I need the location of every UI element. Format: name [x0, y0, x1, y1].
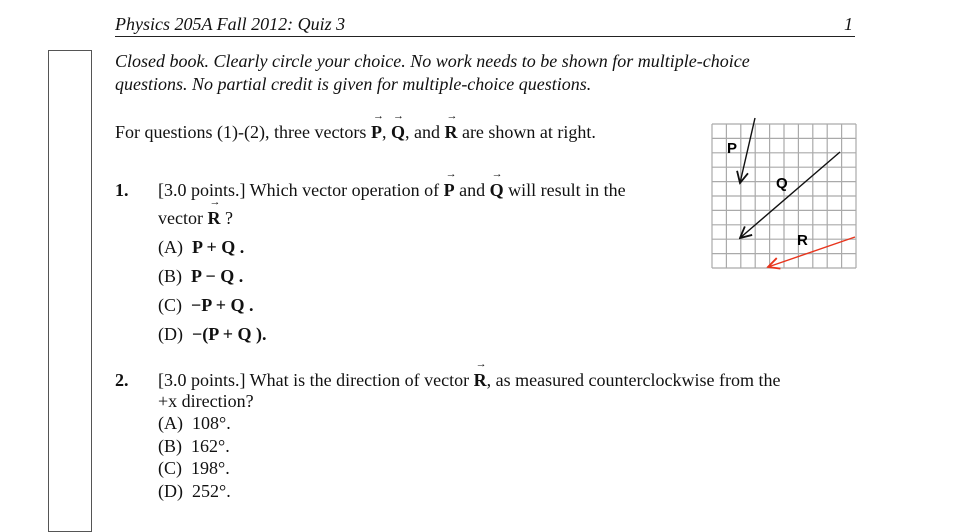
header-title: Physics 205A Fall 2012: Quiz 3: [115, 14, 346, 34]
q2-text-2: +x direction?: [158, 391, 254, 411]
q1-choice-b[interactable]: (B) P − Q .: [158, 266, 244, 286]
q2-choice-d[interactable]: (D) 252°.: [158, 481, 231, 501]
q2-choice-a[interactable]: (A) 108°.: [158, 413, 231, 433]
vector-diagram: [700, 112, 865, 277]
label-r: R: [797, 232, 808, 249]
page-header: [115, 14, 855, 37]
intro-text: For questions (1)-(2), three vectors → P, → Q, and → R are shown at right.: [115, 122, 596, 143]
q2-number: 2.: [115, 370, 129, 390]
page-number: 1: [844, 14, 853, 34]
q1-choice-a[interactable]: (A) P + Q .: [158, 237, 245, 257]
q2-choice-b[interactable]: (B) 162°.: [158, 436, 230, 456]
instructions-line-2: questions. No partial credit is given for multiple-choice questions.: [115, 74, 592, 94]
q2-choice-c[interactable]: (C) 198°.: [158, 458, 230, 478]
label-p: P: [727, 140, 738, 157]
label-q: Q: [776, 175, 788, 192]
q1-choice-d[interactable]: (D) −(P + Q ).: [158, 324, 267, 344]
score-box: [48, 50, 92, 532]
q2-text: [3.0 points.] What is the direction of vector → R, as measured counterclockwise from the: [158, 370, 780, 391]
q1-choice-c[interactable]: (C) −P + Q .: [158, 295, 254, 315]
q1-text: [3.0 points.] Which vector operation of → P and → Q will result in the: [158, 180, 626, 201]
vector-p-arrow: [740, 118, 755, 183]
q1-number: 1.: [115, 180, 129, 200]
q1-text-2: vector → R ?: [158, 208, 233, 229]
instructions-line-1: Closed book. Clearly circle your choice. No work needs to be shown for multiple-choice: [115, 51, 750, 71]
